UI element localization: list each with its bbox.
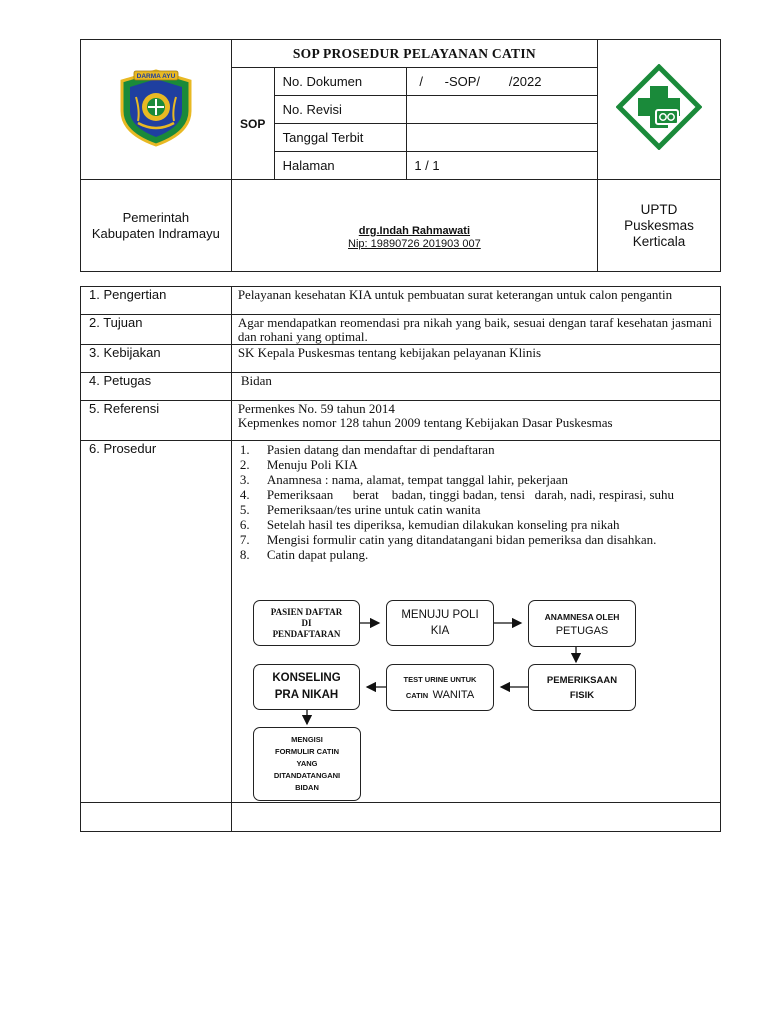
right-org: UPTD Puskesmas Kerticala [598, 180, 721, 272]
meta-label-no-revisi: No. Revisi [274, 96, 407, 124]
flow-box-menuju-poli: MENUJU POLI KIA [386, 600, 494, 646]
prosedur-step: 6. Setelah hasil tes diperiksa, kemudian dilakukan konseling pra nikah [239, 517, 620, 532]
signer-name: drg.Indah Rahmawati [358, 225, 471, 237]
logo-ribbon-text: DARMA AYU [136, 73, 176, 80]
text-tujuan: Agar mendapatkan reomendasi pra nikah yang baik, sesuai dengan taraf kesehatan jasmani dan rohani yang optimal. [231, 315, 720, 345]
text-petugas: Bidan [231, 373, 720, 401]
meta-value-halaman: 1 / 1 [407, 152, 598, 180]
text-kebijakan: SK Kepala Puskesmas tentang kebijakan pelayanan Klinis [231, 345, 720, 373]
meta-value-no-dokumen: / -SOP/ /2022 [407, 68, 598, 96]
prosedur-step: 4. Pemeriksaan berat badan, tinggi badan, tensi darah, nadi, respirasi, suhu [239, 487, 675, 502]
label-tujuan: 2. Tujuan [81, 315, 232, 345]
label-referensi: 5. Referensi [81, 401, 232, 441]
flow-box-pasien-daftar: PASIEN DAFTAR DI PENDAFTARAN [253, 600, 360, 646]
flow-box-pemeriksaan-fisik: PEMERIKSAAN FISIK [528, 664, 636, 711]
label-kebijakan: 3. Kebijakan [81, 345, 232, 373]
label-petugas: 4. Petugas [81, 373, 232, 401]
prosedur-step: 3. Anamnesa : nama, alamat, tempat tanggal lahir, pekerjaan [239, 472, 569, 487]
prosedur-step: 8. Catin dapat pulang. [239, 547, 369, 562]
signer-nip: Nip: 19890726 201903 007 [348, 238, 481, 250]
referensi-item: Kepmenkes nomor 128 tahun 2009 tentang Kebijakan Dasar Puskesmas [237, 415, 613, 430]
prosedur-step: 1. Pasien datang dan mendaftar di pendaftaran [239, 442, 495, 457]
label-pengertian: 1. Pengertian [81, 287, 232, 315]
flow-box-mengisi-formulir: MENGISI FORMULIR CATIN YANG DITANDATANGANI BIDAN [253, 727, 361, 801]
prosedur-step: 2. Menuju Poli KIA [239, 457, 358, 472]
flow-box-anamnesa: ANAMNESA OLEH PETUGAS [528, 600, 636, 647]
prosedur-step: 7. Mengisi formulir catin yang ditandatangani bidan pemeriksa dan disahkan. [239, 532, 657, 547]
sop-label: SOP [231, 68, 274, 180]
meta-label-halaman: Halaman [274, 152, 407, 180]
left-org: Pemerintah Kabupaten Indramayu [81, 180, 232, 272]
flow-box-konseling: KONSELING PRA NIKAH [253, 664, 360, 710]
meta-label-no-dokumen: No. Dokumen [274, 68, 407, 96]
text-pengertian: Pelayanan kesehatan KIA untuk pembuatan surat keterangan untuk calon pengantin [231, 287, 720, 315]
prosedur-step: 5. Pemeriksaan/tes urine untuk catin wanita [239, 502, 481, 517]
referensi-item: Permenkes No. 59 tahun 2014 [237, 401, 395, 416]
document-title: SOP PROSEDUR PELAYANAN CATIN [231, 40, 597, 68]
flow-box-test-urine: TEST URINE UNTUK CATIN WANITA [386, 664, 494, 711]
label-prosedur: 6. Prosedur [81, 441, 232, 803]
meta-label-tanggal-terbit: Tanggal Terbit [274, 124, 407, 152]
